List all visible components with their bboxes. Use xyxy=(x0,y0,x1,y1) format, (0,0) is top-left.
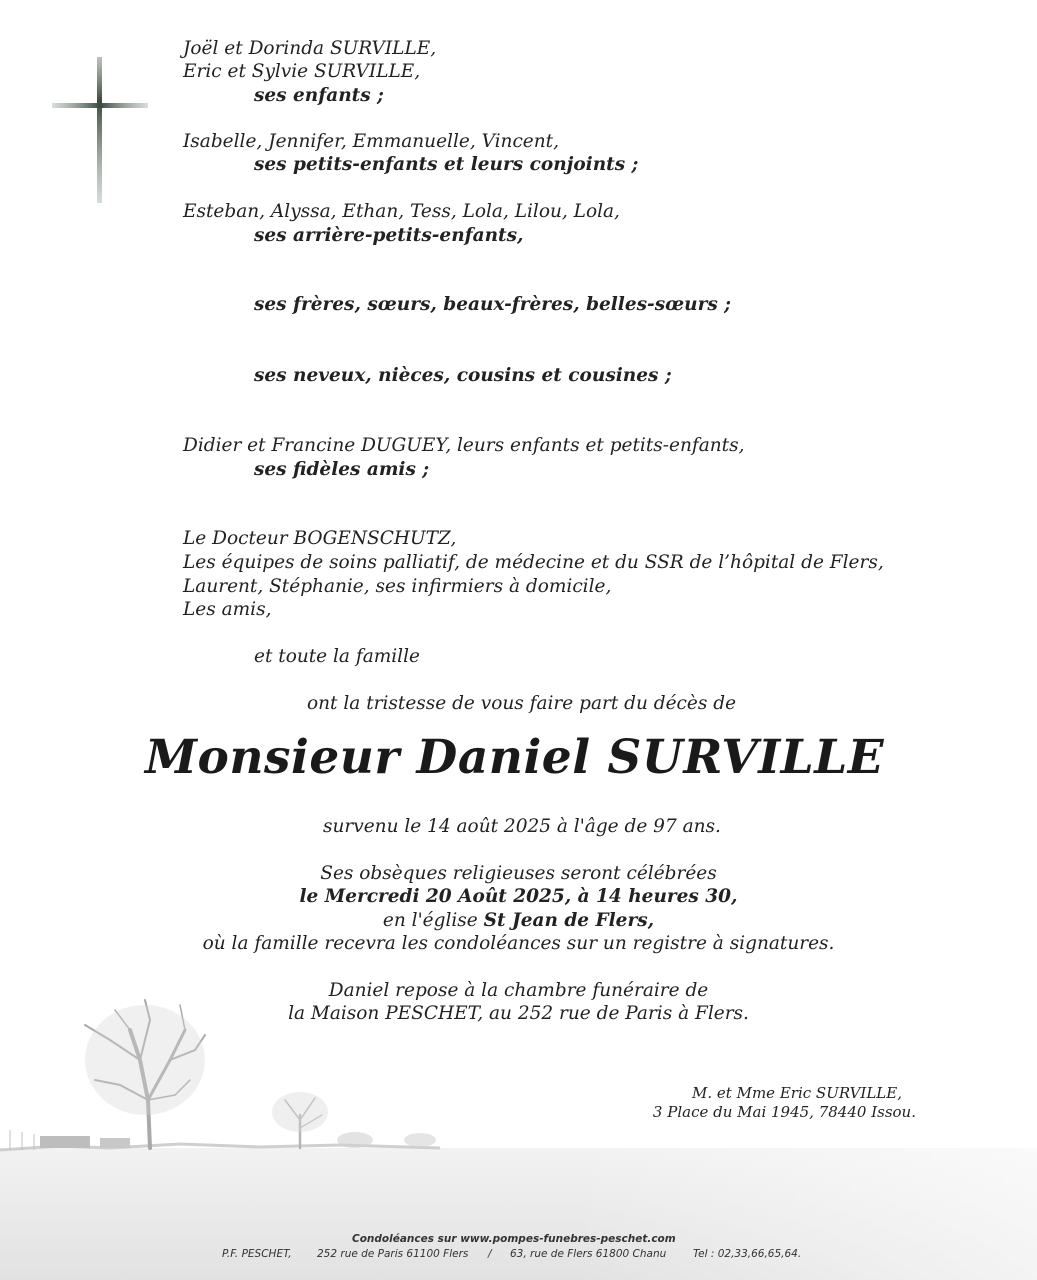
death-info: survenu le 14 août 2025 à l'âge de 97 ans. xyxy=(323,816,721,837)
rest-line-2: la Maison PESCHET, au 252 rue de Paris à Flers. xyxy=(288,1003,749,1024)
funeral-church-name: St Jean de Flers, xyxy=(483,910,655,931)
children-label: ses enfants ; xyxy=(254,85,384,106)
care-line-2: Les équipes de soins palliatif, de médecine et du SSR de l’hôpital de Flers, xyxy=(183,552,884,573)
nephews-label: ses neveux, nièces, cousins et cousines ; xyxy=(254,365,672,386)
footer-condolences-text: Condoléances sur www.pompes-funebres-peschet.com xyxy=(352,1233,676,1245)
siblings-label: ses frères, sœurs, beaux-frères, belles-sœurs ; xyxy=(254,294,732,315)
footer-condolences xyxy=(352,1233,676,1245)
care-line-1: Le Docteur BOGENSCHUTZ, xyxy=(183,528,457,549)
children-line-2: Eric et Sylvie SURVILLE, xyxy=(183,61,421,82)
rest-line-1: Daniel repose à la chambre funéraire de xyxy=(328,980,709,1001)
great-grandchildren-names: Esteban, Alyssa, Ethan, Tess, Lola, Lilou, Lola, xyxy=(183,201,620,222)
cross-icon xyxy=(50,55,150,205)
footer-phone: Tel : 02,33,66,65,64. xyxy=(693,1248,802,1260)
footer-address-1: 252 rue de Paris 61100 Flers xyxy=(317,1248,469,1260)
footer-company: P.F. PESCHET, xyxy=(222,1248,292,1260)
footer-address-2: 63, rue de Flers 61800 Chanu xyxy=(510,1248,667,1260)
grandchildren-label: ses petits-enfants et leurs conjoints ; xyxy=(254,154,639,175)
funeral-church-prefix: en l'église xyxy=(382,910,484,931)
care-line-3: Laurent, Stéphanie, ses infirmiers à domicile, xyxy=(183,576,612,597)
deceased-name: Monsieur Daniel SURVILLE xyxy=(145,730,885,785)
great-grandchildren-label: ses arrière-petits-enfants, xyxy=(254,225,524,246)
friends-label: ses fidèles amis ; xyxy=(254,459,430,480)
announcement: ont la tristesse de vous faire part du décès de xyxy=(307,693,737,714)
funeral-date: le Mercredi 20 Août 2025, à 14 heures 30, xyxy=(299,886,738,907)
contact-line-2: 3 Place du Mai 1945, 78440 Issou. xyxy=(652,1103,916,1121)
care-line-4: Les amis, xyxy=(183,599,272,620)
grandchildren-names: Isabelle, Jennifer, Emmanuelle, Vincent, xyxy=(183,131,559,152)
funeral-line-1: Ses obsèques religieuses seront célébrées xyxy=(320,863,717,884)
friends-names: Didier et Francine DUGUEY, leurs enfants et petits-enfants, xyxy=(183,435,745,456)
funeral-line-4: où la famille recevra les condoléances sur un registre à signatures. xyxy=(202,933,835,954)
whole-family: et toute la famille xyxy=(254,646,420,667)
footer-separator: / xyxy=(488,1248,492,1260)
contact-line-1: M. et Mme Eric SURVILLE, xyxy=(692,1084,902,1102)
children-line-1: Joël et Dorinda SURVILLE, xyxy=(183,38,437,59)
funeral-church-line xyxy=(0,909,1037,932)
